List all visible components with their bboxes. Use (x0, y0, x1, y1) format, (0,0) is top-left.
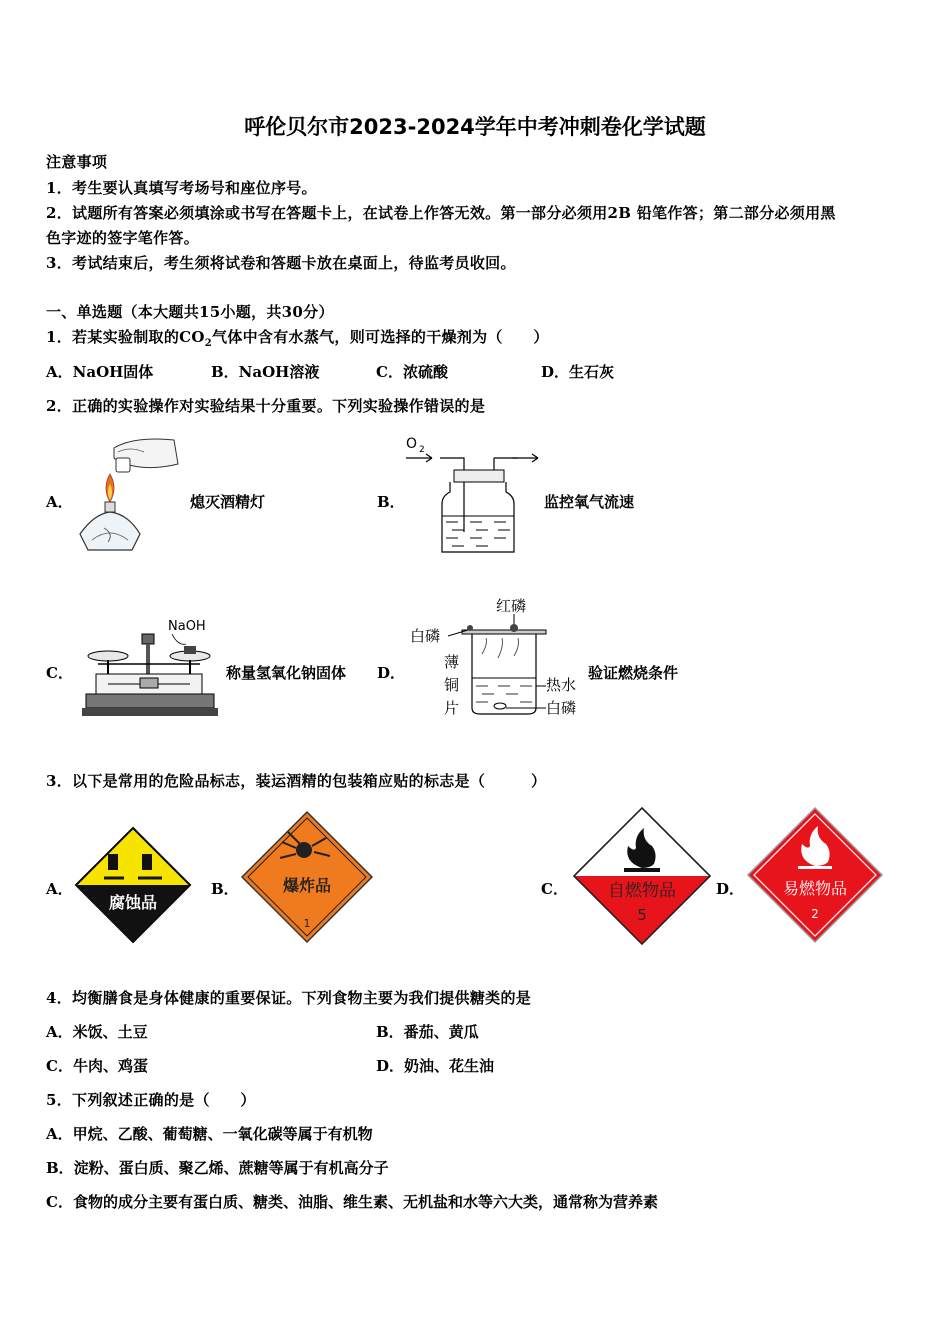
flammable-sign-number: 2 (811, 907, 819, 921)
notice-item: 3．考试结束后，考生须将试卷和答题卡放在桌面上，待监考员收回。 (46, 254, 516, 272)
spontaneous-sign-text: 自燃物品 (608, 881, 676, 901)
q2-letter-d: D． (377, 664, 406, 682)
q1-option-a: A．NaOH固体 (46, 363, 154, 381)
q3-letter-b: B． (211, 880, 239, 898)
q4-option-a: A．米饭、土豆 (46, 1023, 148, 1041)
notice-item: 色字迹的签字笔作答。 (46, 229, 200, 247)
naoh-label: NaOH (168, 619, 206, 634)
red-phosphorus-label: 红磷 (496, 597, 527, 615)
q1-stem-part: 1．若某实验制取的CO (46, 328, 205, 346)
q5-option-c: C．食物的成分主要有蛋白质、糖类、油脂、维生素、无机盐和水等六大类，通常称为营养素 (46, 1193, 658, 1211)
q5-option-a: A．甲烷、乙酸、葡萄糖、一氧化碳等属于有机物 (46, 1125, 373, 1143)
notice-item: 2．试题所有答案必须填涂或书写在答题卡上，在试卷上作答无效。第一部分必须用2B 铅笔作答；第二部分必须用黑 (46, 204, 836, 222)
question-3-stem: 3．以下是常用的危险品标志，装运酒精的包装箱应贴的标志是（ ） (46, 772, 547, 790)
q1-option-b: B．NaOH溶液 (211, 363, 320, 381)
corrosive-sign-text: 腐蚀品 (108, 893, 158, 912)
q2-caption-d: 验证燃烧条件 (588, 664, 679, 682)
flammable-sign (746, 806, 884, 944)
copper-sheet-label: 薄 (444, 653, 460, 671)
q1-option-c: C．浓硫酸 (376, 363, 448, 381)
notice-item: 1．考生要认真填写考场号和座位序号。 (46, 179, 317, 197)
section-heading: 一、单选题（本大题共15小题，共30分） (46, 303, 334, 321)
page-title: 呼伦贝尔市2023-2024学年中考冲刺卷化学试题 (244, 115, 706, 139)
corrosive-sign (74, 826, 192, 944)
o2-subscript: 2 (419, 445, 425, 455)
notice-heading: 注意事项 (46, 153, 108, 171)
copper-sheet-label: 铜 (444, 676, 460, 694)
hot-water-label: 热水 (546, 676, 577, 694)
white-phosphorus-label: 白磷 (410, 627, 441, 645)
q2-caption-b: 监控氧气流速 (544, 493, 635, 511)
explosive-sign-number: 1 (303, 917, 311, 930)
copper-sheet-label: 片 (444, 699, 460, 717)
spontaneous-combustion-sign (572, 806, 712, 946)
q4-option-d: D．奶油、花生油 (376, 1057, 495, 1075)
q3-letter-c: C． (541, 880, 568, 898)
q1-stem-part: 气体中含有水蒸气，则可选择的干燥剂为（ ） (212, 328, 549, 346)
q3-letter-a: A． (46, 880, 73, 898)
q2-caption-a: 熄灭酒精灯 (190, 493, 266, 511)
q1-option-d: D．生石灰 (541, 363, 615, 381)
white-phosphorus-label: 白磷 (546, 699, 577, 717)
alcohol-lamp-figure (74, 430, 184, 558)
combustion-condition-figure (408, 594, 588, 722)
q2-letter-a: A． (46, 493, 73, 511)
explosive-sign-text: 爆炸品 (282, 876, 332, 895)
spontaneous-sign-number: 5 (637, 906, 647, 924)
question-2-stem: 2．正确的实验操作对实验结果十分重要。下列实验操作错误的是 (46, 397, 486, 415)
q4-option-b: B．番茄、黄瓜 (376, 1023, 479, 1041)
question-4-stem: 4．均衡膳食是身体健康的重要保证。下列食物主要为我们提供糖类的是 (46, 989, 532, 1007)
o2-label: O (406, 436, 418, 452)
q5-option-b: B．淀粉、蛋白质、聚乙烯、蔗糖等属于有机高分子 (46, 1159, 389, 1177)
flammable-sign-text: 易燃物品 (782, 879, 848, 898)
explosive-sign (240, 810, 374, 944)
balance-figure (78, 612, 220, 724)
question-1-stem (46, 326, 549, 349)
q2-letter-b: B． (377, 493, 405, 511)
q2-caption-c: 称量氢氧化钠固体 (226, 664, 347, 682)
q4-option-c: C．牛肉、鸡蛋 (46, 1057, 148, 1075)
question-5-stem: 5．下列叙述正确的是（ ） (46, 1091, 256, 1109)
gas-washing-bottle-figure (402, 432, 547, 560)
q3-letter-d: D． (716, 880, 745, 898)
q1-subscript: 2 (204, 338, 213, 349)
q2-letter-c: C． (46, 664, 73, 682)
